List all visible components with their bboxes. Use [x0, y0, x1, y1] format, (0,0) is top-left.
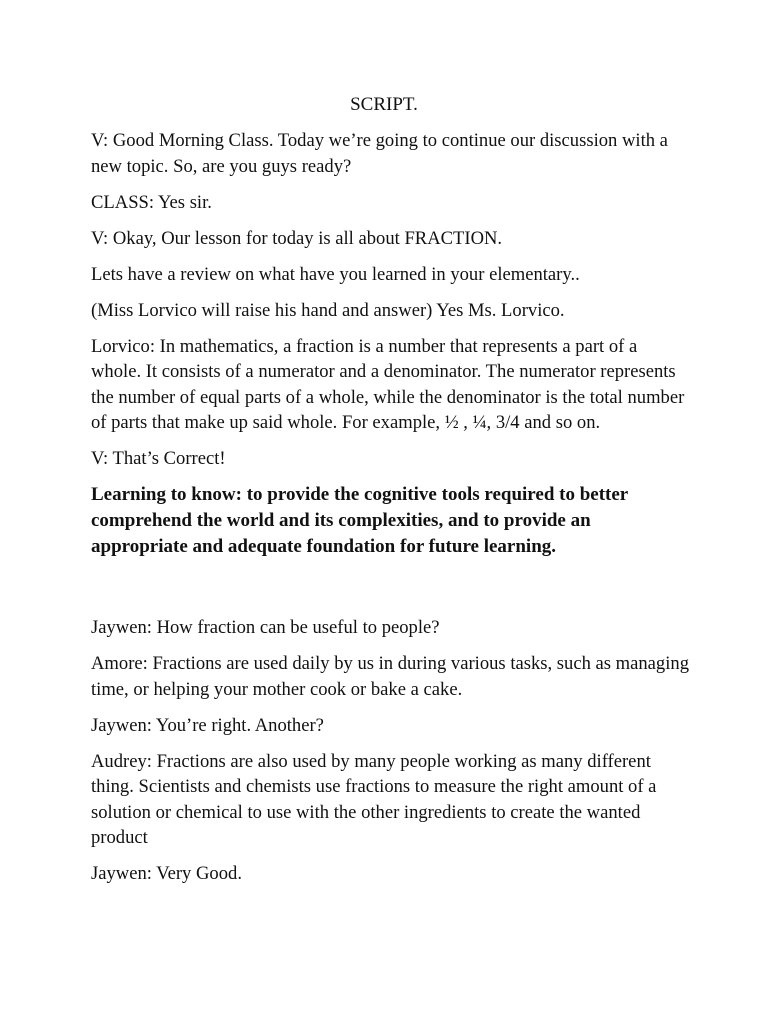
paragraph-closing: Jaywen: Very Good.: [91, 863, 242, 884]
paragraph-teacher-greeting: V: Good Morning Class. Today we’re going to continue our discussion with a new topic. So, are you guys ready?: [91, 130, 668, 177]
paragraph-review: Lets have a review on what have you learned in your elementary..: [91, 263, 580, 285]
paragraph-amore-answer: Amore: Fractions are used daily by us in during various tasks, such as managing time, or helping your mother cook or bake a cake.: [91, 653, 689, 700]
learning-statement: Learning to know: to provide the cognitive tools required to better comprehend the world and its complexities, and to provide an appropriate and adequate foundation for future learning.: [91, 484, 628, 557]
spacer: [91, 570, 691, 615]
paragraph-audrey-answer: Audrey: Fractions are also used by many people working as many different thing. Scientists and chemists use fractions to measure the right amount of a solution or chemical to use with the other ingredients to create the wanted product: [91, 750, 657, 848]
document-page: [91, 92, 691, 897]
paragraph-class-reply: CLASS: Yes sir.: [91, 191, 212, 213]
paragraph-fraction-definition: Lorvico: In mathematics, a fraction is a number that represents a part of a whole. It consists of a numerator and a denominator. The numerator represents the number of equal parts of a whole, while the denominator is the total number of parts that make up said whole. For example, ½ , ¼, 3/4 and so on.: [91, 335, 685, 433]
paragraph-teacher-correct: V: That’s Correct!: [91, 448, 226, 469]
document-title: SCRIPT.: [350, 94, 418, 115]
paragraph-question: Jaywen: How fraction can be useful to people?: [91, 617, 440, 638]
paragraph-stage-direction: (Miss Lorvico will raise his hand and answer) Yes Ms. Lorvico.: [91, 299, 565, 321]
paragraph-jaywen-reply: Jaywen: You’re right. Another?: [91, 714, 324, 736]
paragraph-lesson-topic: V: Okay, Our lesson for today is all about FRACTION.: [91, 227, 503, 249]
